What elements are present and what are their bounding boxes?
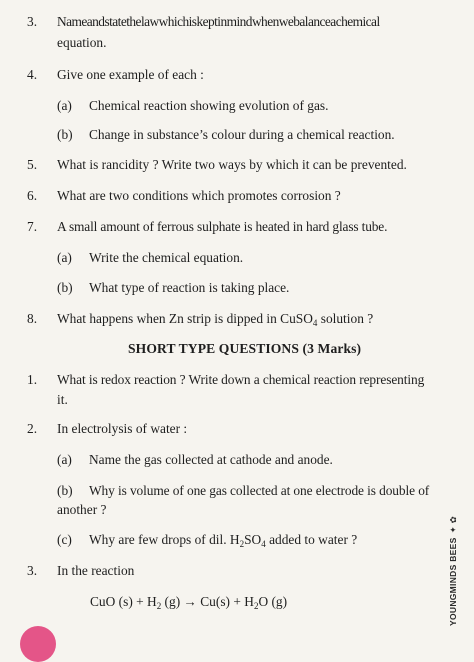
question-text: What is rancidity ? Write two ways by which it can be prevented. [57,157,407,172]
question-text-continued: it. [57,392,68,407]
subquestion-label: (a) [57,98,72,113]
side-watermark: YOUNGMINDS BEES✦ ✿ [448,515,458,626]
star-icon: ✦ ✿ [448,515,458,534]
subquestion-label: (c) [57,532,72,547]
question-number: 1. [27,372,38,387]
subquestion-label: (b) [57,280,73,295]
section-heading: SHORT TYPE QUESTIONS (3 Marks) [128,341,362,356]
question-text: What is redox reaction ? Write down a chemical reaction representing [57,372,425,387]
subquestion-label: (a) [57,250,72,265]
question-text: Give one example of each : [57,67,204,82]
question-number: 3. [27,14,38,29]
question-number: 7. [27,219,38,234]
subquestion-label: (b) [57,483,73,498]
subquestion-text: Why is volume of one gas collected at one electrode is double of [89,483,430,498]
subquestion-text: Write the chemical equation. [89,250,244,265]
question-text: In the reaction [57,563,135,578]
question-number: 3. [27,563,38,578]
question-number: 8. [27,311,38,326]
question-number: 5. [27,157,38,172]
question-text: In electrolysis of water : [57,421,188,436]
subquestion-label: (b) [57,127,73,142]
question-text-continued: equation. [57,35,107,50]
subquestion-text: Chemical reaction showing evolution of gas. [89,98,329,113]
question-number: 6. [27,188,38,203]
subquestion-text: Why are few drops of dil. $H_2SO_4$ added to water ? [89,532,358,549]
question-text: What are two conditions which promotes corrosion ? [57,188,341,203]
chemical-equation: CuO $(s) + H_2$ $(g) \to Cu(s) + H_2O$ (g) [90,594,288,611]
question-text: A small amount of ferrous sulphate is heated in hard glass tube. [57,219,388,234]
subquestion-text: Change in substance’s colour during a chemical reaction. [89,127,395,142]
question-text: What happens when Zn strip is dipped in CuSO$_4$ solution ? [57,311,374,328]
question-text: Nameandstatethelawwhichiskeptinmindwhenwebalanceachemical [57,14,380,29]
decorative-circle [20,626,56,662]
subquestion-label: (a) [57,452,72,467]
subquestion-text-continued: another ? [57,502,107,517]
subquestion-text: What type of reaction is taking place. [89,280,290,295]
subquestion-text: Name the gas collected at cathode and anode. [89,452,333,467]
question-number: 2. [27,421,38,436]
question-number: 4. [27,67,38,82]
